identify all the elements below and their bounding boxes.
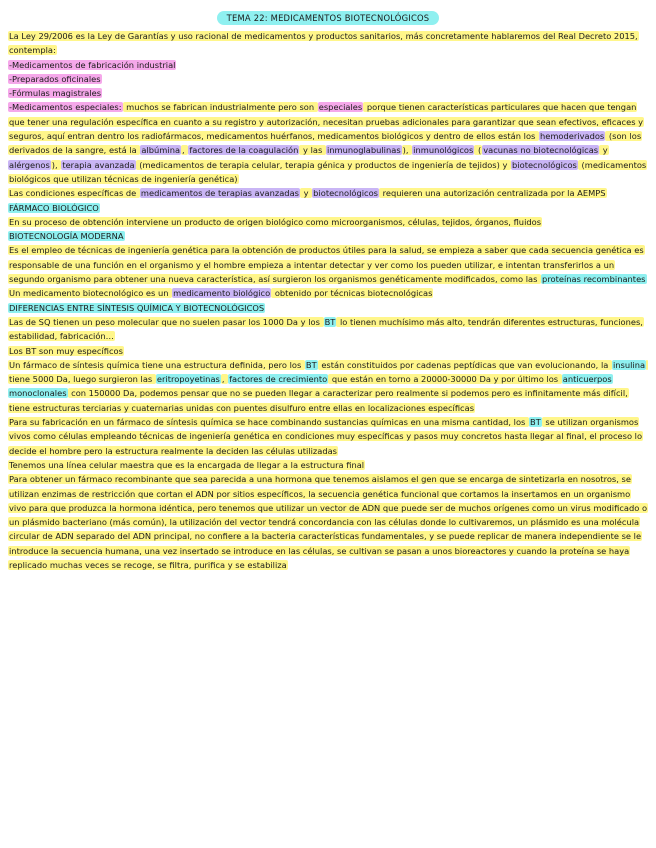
highlighted-text: -Fórmulas magistrales	[9, 88, 102, 99]
paragraph	[8, 458, 648, 472]
highlighted-text: BT	[324, 316, 336, 327]
highlighted-text: y las	[300, 145, 325, 156]
highlighted-text: ),	[402, 145, 412, 156]
highlighted-text: Es el empleo de técnicas de ingeniería genética para la obtención de productos útiles para la salud, se empieza a saber que cada secuencia genética es responsable de una función en el organismo y el hombre empieza a intentar detectar y ver como los pueden utilizar, e intentan transferirlos a un segundo organismo para obtener una nueva característica, así surgieron los organismos genéticamente modificados, como las	[9, 245, 644, 285]
highlighted-text: ,	[221, 374, 228, 385]
highlighted-text: albúmina	[141, 145, 181, 156]
highlighted-text: que están en torno a 20000-30000 Da y por último los	[329, 374, 561, 385]
highlighted-text: tiene 5000 Da, luego surgieron las	[8, 360, 648, 384]
highlighted-text: -Preparados oficinales	[9, 73, 101, 84]
paragraph	[8, 29, 648, 58]
highlighted-text: se utilizan organismos vivos como células empleando técnicas de ingeniería genética en condiciones muy específicas y pasos muy concretos hasta llegar al final, el proceso lo decide el hombre pero la estructura realmente la deciden las células utilizadas	[9, 417, 643, 456]
highlighted-text: (son los derivados de la sangre, está la	[9, 131, 642, 156]
highlighted-text: hemoderivados	[539, 131, 605, 142]
highlighted-text: Para obtener un fármaco recombinante que sea parecida a una hormona que tenemos aislamos el gen que se encarga de sintetizarla en nosotros, se utilizan enzimas de restricción que cortan el ADN por sitios específicos, la secuencia genética funcional que cortamos la insertamos en un organismo vivo para que produzca la hormona idéntica, pero tenemos que utilizar un vector de ADN que puede ser de muchos orígenes como un virus modificado o un plásmido bacteriano (más común), la utilización del vector tendrá concordancia con las células donde lo cultivaremos, un plásmido es una molécula circular de ADN separado del ADN principal, no confiere a la bacteria características fundamentales, y se puede replicar de manera independiente se le introduce la secuencia humana, una vez insertado se introduce en las células, se cultivan se pasan a unos bioreactores y cuando la proteína se haya replicado muchas veces se recoge, se filtra, purifica y se estabiliza	[9, 474, 648, 570]
paragraph	[8, 472, 648, 572]
highlighted-text: están constituidos por cadenas peptídicas que van evolucionando, la	[318, 359, 611, 370]
paragraph	[8, 100, 648, 186]
paragraph	[8, 301, 648, 315]
highlighted-text: Tenemos una línea celular maestra que es la encargada de llegar a la estructura final	[9, 459, 365, 470]
highlighted-text: Las condiciones específicas de	[9, 188, 139, 199]
highlighted-text: BT	[305, 359, 317, 370]
paragraph	[8, 415, 648, 458]
highlighted-text: factores de la coagulación	[189, 145, 299, 156]
highlighted-text: eritropoyetinas	[156, 374, 220, 385]
highlighted-text: (medicamentos biológicos que utilizan técnicas de ingeniería genética)	[9, 159, 647, 184]
paragraph	[8, 315, 648, 344]
highlighted-text: medicamentos de terapias avanzadas	[140, 188, 299, 199]
highlighted-text: terapia avanzada	[62, 159, 135, 170]
highlighted-text: proteínas recombinantes	[542, 274, 646, 285]
highlighted-text: especiales	[318, 102, 363, 113]
highlighted-text: alérgenos	[9, 159, 50, 170]
highlighted-text: DIFERENCIAS ENTRE SÍNTESIS QUÍMICA Y BIOTECNOLÓGICOS	[9, 302, 265, 313]
highlighted-text: inmunoglabulinas	[326, 145, 401, 156]
highlighted-text: BT	[530, 417, 541, 428]
highlighted-text: anticuerpos monoclonales	[9, 374, 612, 399]
highlighted-text: porque tienen características particulares que hacen que tengan que tener una regulación específica en cuanto a su registro y autorización, necesitan pruebas adicionales para garantizar que sean efectivos, eficaces y seguros, aquí entran dentro los radiofármacos, medicamentos huérfanos, medicamentos biológicos y dentro de ellos están los	[9, 102, 644, 142]
paragraph	[8, 358, 648, 415]
paragraph	[8, 186, 648, 200]
highlighted-text: y	[300, 188, 312, 199]
highlighted-text: con 150000 Da, podemos pensar que no se pueden llegar a caracterizar pero realmente si podemos pero es infinitamente más difícil, tiene estructuras terciarias y cuaternarias unidas con puentes disulfuro entre ellas en localizaciones específicas	[9, 388, 628, 413]
highlighted-text: ,	[182, 145, 188, 156]
highlighted-text: factores de crecimiento	[229, 374, 328, 385]
highlighted-text: Un fármaco de síntesis química tiene una estructura definida, pero los	[9, 359, 304, 370]
highlighted-text: -Medicamentos especiales:	[9, 102, 122, 113]
highlighted-text: biotecnológicos	[512, 159, 577, 170]
highlighted-text: insulina	[612, 359, 646, 370]
highlighted-text: medicamento biológico	[173, 288, 271, 299]
highlighted-text: muchos se fabrican industrialmente pero son	[123, 102, 317, 113]
highlighted-text: requieren una autorización centralizada por la AEMPS	[380, 188, 606, 199]
highlighted-text: y	[600, 145, 608, 156]
highlighted-text: biotecnológicos	[313, 188, 378, 199]
paragraph	[8, 215, 648, 229]
paragraph	[8, 86, 648, 100]
highlighted-text: Las de SQ tienen un peso molecular que no suelen pasar los 1000 Da y los	[9, 316, 323, 327]
highlighted-text: obtenido por técnicas biotecnológicas	[272, 288, 433, 299]
paragraph	[8, 201, 648, 215]
highlighted-text: ),	[51, 159, 61, 170]
paragraph	[8, 229, 648, 243]
document-title: TEMA 22: MEDICAMENTOS BIOTECNOLÓGICOS	[217, 11, 440, 25]
paragraph	[8, 72, 648, 86]
paragraph	[8, 243, 648, 286]
highlighted-text: Para su fabricación en un fármaco de síntesis química se hace combinando sustancias químicas en una misma cantidad, los	[9, 417, 529, 428]
highlighted-text: (	[475, 145, 482, 156]
highlighted-text: Los BT son muy específicos	[9, 345, 123, 356]
highlighted-text: La Ley 29/2006 es la Ley de Garantías y uso racional de medicamentos y productos sanitarios, más concretamente hablaremos del Real Decreto 2015, contempla:	[9, 31, 638, 56]
highlighted-text: inmunológicos	[413, 145, 474, 156]
document-body	[8, 29, 648, 572]
title-wrap	[8, 6, 648, 25]
highlighted-text: BIOTECNOLOGÍA MODERNA	[9, 231, 124, 242]
highlighted-text: -Medicamentos de fabricación industrial	[9, 59, 176, 70]
highlighted-text: En su proceso de obtención interviene un producto de origen biológico como microorganismos, células, tejidos, órganos, fluidos	[9, 216, 542, 227]
highlighted-text: (medicamentos de terapia celular, terapia génica y productos de ingeniería de tejidos) y	[136, 159, 511, 170]
paragraph	[8, 344, 648, 358]
highlighted-text: FÁRMACO BIOLÓGICO	[9, 202, 99, 213]
paragraph	[8, 58, 648, 72]
highlighted-text: Un medicamento biotecnológico es un	[9, 288, 172, 299]
paragraph	[8, 286, 648, 300]
highlighted-text: lo tienen muchísimo más alto, tendrán diferentes estructuras, funciones, estabilidad, fabricación…	[9, 316, 643, 342]
highlighted-text: vacunas no biotecnológicas	[483, 145, 599, 156]
